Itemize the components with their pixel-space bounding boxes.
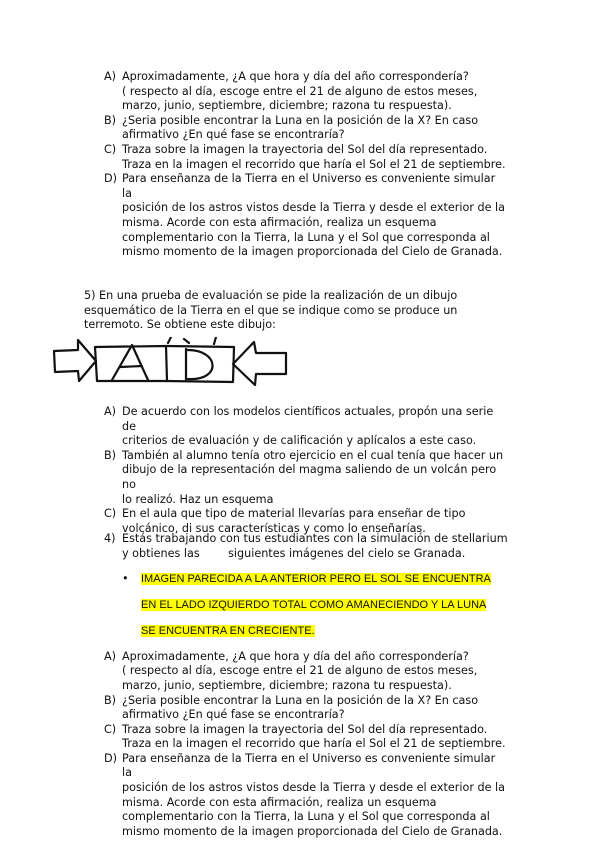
question-marker: D): [104, 751, 117, 765]
question-marker: C): [104, 722, 117, 736]
question-marker: D): [104, 172, 117, 186]
question-line: criterios de evaluación y de calificación y aplícalos a este caso.: [122, 434, 477, 448]
highlight-line: SE ENCUENTRA EN CRECIENTE.: [141, 624, 315, 637]
question-marker: B): [104, 693, 117, 707]
question-line: Para enseñanza de la Tierra en el Universo es conveniente simular la: [122, 172, 496, 200]
intro-line: esquemático de la Tierra en el que se indique como se produce un: [84, 303, 458, 317]
right-arrow-shape: [233, 342, 286, 385]
question-c: [0, 723, 507, 752]
question-line: marzo, junio, septiembre, diciembre; razona tu respuesta).: [122, 99, 452, 113]
question-line: ( respecto al día, escoge entre el 21 de alguno de estos meses,: [122, 84, 478, 98]
question-a: [0, 70, 507, 114]
question-line: lo realizó. Haz un esquema: [122, 492, 274, 506]
question-marker: C): [104, 507, 117, 521]
question-marker: A): [104, 649, 117, 663]
question-line: mismo momento de la imagen proporcionada del Cielo de Granada.: [122, 824, 503, 838]
question-line: En el aula que tipo de material llevarías para enseñar de tipo: [122, 507, 466, 521]
letter-a-shape: [112, 345, 148, 380]
question-b: [0, 449, 507, 507]
question-marker: 4): [104, 532, 116, 545]
question-line: Para enseñanza de la Tierra en el Universo es conveniente simular la: [122, 751, 496, 780]
question-line: mismo momento de la imagen proporcionada del Cielo de Granada.: [122, 245, 503, 259]
left-arrow-shape: [54, 340, 96, 381]
section-5-intro: [84, 289, 514, 333]
question-line: dibujo de la representación del magma saliendo de un volcán pero no: [122, 463, 497, 491]
question-line: Aproximadamente, ¿A que hora y día del año correspondería?: [122, 70, 469, 83]
highlight-line: EN EL LADO IZQUIERDO TOTAL COMO AMANECIENDO Y LA LUNA: [141, 599, 487, 612]
question-marker: A): [104, 405, 117, 418]
intro-line: 5) En una prueba de evaluación se pide la realización de un dibujo: [84, 289, 458, 302]
question-line: complementario con la Tierra, la Luna y el Sol que corresponda al: [122, 810, 490, 824]
question-line: misma. Acorde con esta afirmación, realiza un esquema: [122, 795, 437, 809]
question-b: [0, 114, 507, 143]
question-d: [0, 172, 507, 260]
highlighted-note: [0, 572, 507, 638]
question-line: afirmativo ¿En qué fase se encontraría?: [122, 128, 345, 142]
section-4-intro: [0, 532, 507, 561]
question-line: Traza en la imagen el recorrido que haría el Sol el 21 de septiembre.: [122, 157, 506, 171]
question-marker: B): [104, 113, 117, 127]
bullet-marker: •: [122, 572, 129, 586]
question-line: También al alumno tenía otro ejercicio en el cual tenía que hacer un: [122, 448, 504, 462]
intro-line: terremoto. Se obtiene este dibujo:: [84, 318, 276, 332]
earthquake-sketch: [50, 337, 290, 387]
question-list-5: [0, 405, 599, 536]
question-b: [0, 694, 507, 723]
intro-line: y obtienes las siguientes imágenes del cielo se Granada.: [122, 546, 466, 560]
question-marker: A): [104, 70, 117, 83]
question-line: posición de los astros vistos desde la Tierra y desde el exterior de la: [122, 201, 505, 215]
left-block-shape: [95, 346, 167, 381]
intro-line: Estás trabajando con tus estudiantes con la simulación de stellarium: [122, 532, 508, 545]
question-line: Traza sobre la imagen la trayectoria del Sol del día representado.: [122, 142, 488, 156]
question-line: Traza sobre la imagen la trayectoria del Sol del día representado.: [122, 722, 488, 736]
question-a: [0, 405, 507, 449]
question-line: afirmativo ¿En qué fase se encontraría?: [122, 708, 345, 722]
sketch-tick-marks: [168, 337, 216, 344]
question-list-top: [0, 70, 599, 260]
question-marker: C): [104, 142, 117, 156]
highlight-line: IMAGEN PARECIDA A LA ANTERIOR PERO EL SOL SE ENCUENTRA: [141, 573, 491, 586]
question-line: posición de los astros vistos desde la Tierra y desde el exterior de la: [122, 781, 505, 795]
question-line: ¿Seria posible encontrar la Luna en la posición de la X? En caso: [122, 113, 479, 127]
question-line: marzo, junio, septiembre, diciembre; razona tu respuesta).: [122, 678, 452, 692]
question-c: [0, 143, 507, 172]
question-line: De acuerdo con los modelos científicos actuales, propón una serie de: [122, 405, 494, 433]
question-line: complementario con la Tierra, la Luna y el Sol que corresponda al: [122, 230, 490, 244]
question-line: misma. Acorde con esta afirmación, realiza un esquema: [122, 215, 437, 229]
question-line: Traza en la imagen el recorrido que haría el Sol el 21 de septiembre.: [122, 737, 506, 751]
question-line: ¿Seria posible encontrar la Luna en la posición de la X? En caso: [122, 693, 479, 707]
question-line: volcánico, di sus características y como lo enseñarías.: [122, 521, 426, 535]
question-marker: B): [104, 448, 117, 462]
question-d: [0, 752, 507, 840]
letter-d-shape: [186, 349, 213, 380]
question-line: Aproximadamente, ¿A que hora y día del año correspondería?: [122, 649, 469, 663]
section-4: [0, 532, 599, 839]
question-a: [0, 650, 507, 694]
question-line: ( respecto al día, escoge entre el 21 de alguno de estos meses,: [122, 664, 478, 678]
